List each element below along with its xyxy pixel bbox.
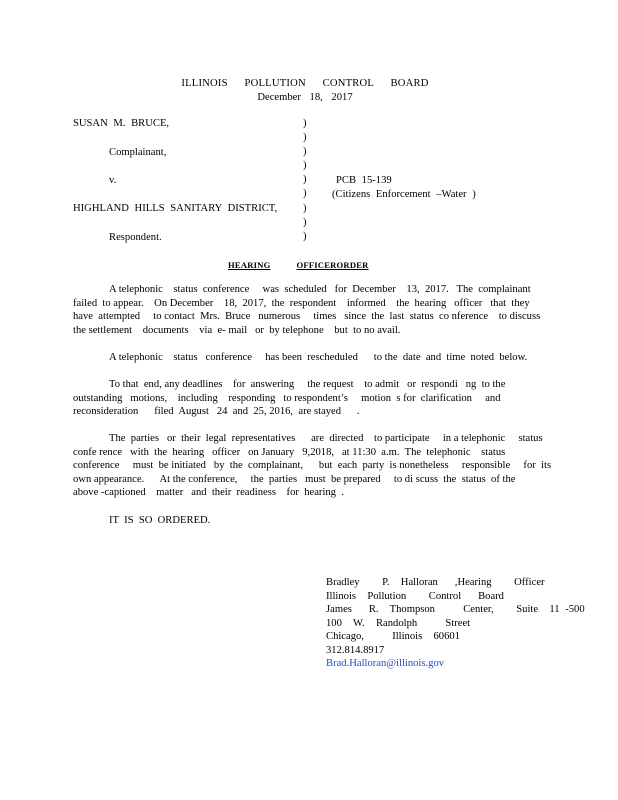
paragraph-parties-directed [73,432,552,500]
paragraph-line: A telephonic status conference has been rescheduled to the date and time noted below. [109,352,528,363]
complainant-name: SUSAN M. BRUCE, [73,118,170,129]
order-date: December 18, 2017 [257,92,353,103]
complainant-role: Complainant, [109,147,167,158]
agency-heading: ILLINOIS POLLUTION CONTROL BOARD [181,78,429,89]
paragraph-line: own appearance. At the conference, the parties must be prepared to di scuss the status of the [73,473,516,485]
respondent-name: HIGHLAND HILLS SANITARY DISTRICT, [73,203,278,214]
paragraph-line: reconsideration filed August 24 and 25, 2016, are stayed . [73,406,360,418]
caption-paren: ) [303,132,307,144]
order-title-word-hearing: HEARING [228,260,271,270]
caption-parentheses [303,117,307,244]
caption-paren: ) [303,174,307,186]
versus-label: v. [109,175,117,186]
signature-center: James R. Thompson Center, Suite 11 -500 [326,604,585,615]
caption-paren: ) [303,146,307,158]
paragraph-line: To that end, any deadlines for answering the request to admit or respondi ng to the [109,379,506,390]
paragraph-line: failed to appear. On December 18, 2017, the respondent informed the hearing officer that they [73,297,530,309]
signature-email-link[interactable]: Brad.Halloran@illinois.gov [326,658,445,669]
order-title [228,259,390,273]
caption-paren: ) [303,160,307,172]
paragraph-status-conference [73,283,543,337]
signature-block [326,576,585,671]
signature-city: Chicago, Illinois 60601 [326,631,460,642]
paragraph-line: The parties or their legal representatives are directed to participate in a telephonic status [109,433,543,444]
signature-board: Illinois Pollution Control Board [326,590,504,602]
signature-phone: 312.814.8917 [326,644,385,656]
paragraph-line: A telephonic status conference was scheduled for December 13, 2017. The complainant [109,284,531,295]
paragraph-line: have attempted to contact Mrs. Bruce numerous times since the last status co nference to discuss [73,311,541,323]
paragraph-line: above -captioned matter and their readiness for hearing . [73,487,344,499]
paragraph-deadlines-stayed [73,378,543,419]
caption-paren: ) [303,216,307,228]
paragraph-so-ordered [73,514,543,528]
case-number: PCB 15-139 [336,175,392,186]
paragraph-line: confe rence with the hearing officer on January 9,2018, at 11:30 a.m. The telephonic status [73,446,506,458]
case-type: (Citizens Enforcement –Water ) [332,189,476,200]
signature-street: 100 W. Randolph Street [326,617,471,629]
paragraph-line: outstanding motions, including responding to respondent’s motion s for clarification and [73,392,501,404]
respondent-role: Respondent. [109,232,162,243]
caption-paren: ) [303,202,307,214]
paragraph-line: conference must be initiated by the complainant, but each party is nonetheless responsible for its [73,460,552,472]
paragraph-line: IT IS SO ORDERED. [109,515,211,526]
order-title-word-officer-order: OFFICERORDER [296,260,369,270]
paragraph-rescheduled [73,351,543,365]
paragraph-line: the settlement documents via e- mail or by telephone but to no avail. [73,324,401,336]
signature-name: Bradley P. Halloran ,Hearing Officer [326,577,545,588]
caption-paren: ) [303,188,307,200]
caption-paren: ) [303,118,307,129]
caption-paren: ) [303,230,307,242]
